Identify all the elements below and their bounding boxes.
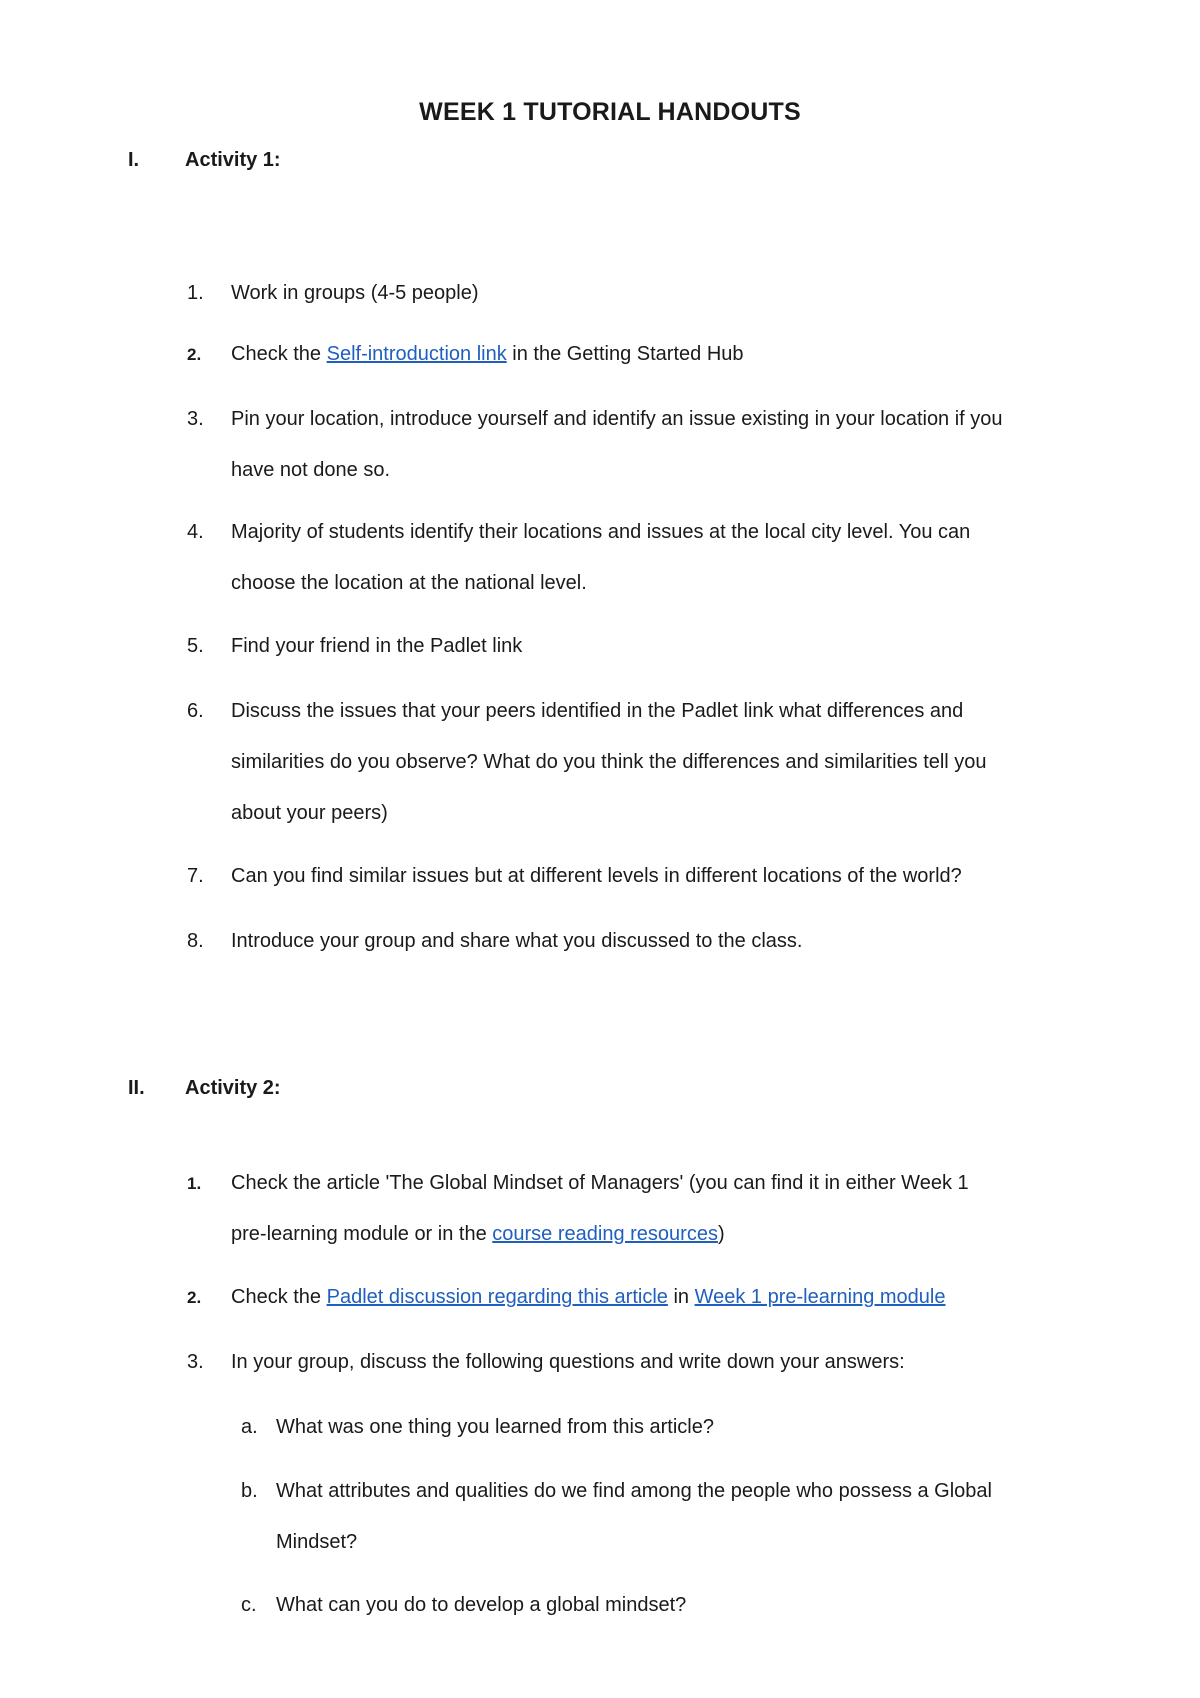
- text-segment: Check the: [231, 1286, 327, 1308]
- section-1-title: Activity 1:: [185, 149, 281, 171]
- text-line: similarities do you observe? What do you think the differences and similarities tell you: [231, 751, 987, 773]
- text-line: have not done so.: [231, 459, 391, 481]
- list-marker: 8.: [187, 930, 204, 952]
- sub-list-item-text: [276, 1466, 1136, 1568]
- text-line: choose the location at the national level.: [231, 572, 587, 594]
- list-item-text: [231, 394, 1131, 496]
- sub-list-marker: a.: [241, 1416, 258, 1438]
- list-marker: 6.: [187, 700, 204, 722]
- list-marker: 3.: [187, 1351, 204, 1373]
- list-item-text: Can you find similar issues but at different levels in different locations of the world?: [231, 865, 962, 887]
- padlet-discussion-link[interactable]: Padlet discussion regarding this article: [326, 1286, 668, 1308]
- text-line: What attributes and qualities do we find among the people who possess a Global: [276, 1480, 992, 1502]
- list-marker: 4.: [187, 521, 204, 543]
- list-marker: 7.: [187, 865, 204, 887]
- list-marker: 1.: [187, 1174, 202, 1193]
- list-marker: 5.: [187, 635, 204, 657]
- sub-list-item-text: What was one thing you learned from this article?: [276, 1416, 714, 1438]
- text-line: Majority of students identify their locations and issues at the local city level. You can: [231, 521, 971, 543]
- text-segment: in the Getting Started Hub: [506, 343, 744, 365]
- list-item-text: Introduce your group and share what you discussed to the class.: [231, 930, 803, 952]
- section-2-numeral: II.: [128, 1077, 145, 1099]
- text-line: Check the article 'The Global Mindset of Managers' (you can find it in either Week 1: [231, 1172, 969, 1194]
- text-line: Discuss the issues that your peers identified in the Padlet link what differences and: [231, 700, 964, 722]
- section-2-title: Activity 2:: [185, 1077, 281, 1099]
- section-1-numeral: I.: [128, 149, 140, 171]
- sub-list-marker: c.: [241, 1594, 257, 1616]
- list-marker: 2.: [187, 1288, 202, 1307]
- list-item-text: In your group, discuss the following questions and write down your answers:: [231, 1351, 905, 1373]
- list-item-text: Find your friend in the Padlet link: [231, 635, 523, 657]
- list-item-text: [231, 1272, 1131, 1323]
- text-segment: Check the: [231, 343, 327, 365]
- sub-list-item-text: What can you do to develop a global mindset?: [276, 1594, 687, 1616]
- document-title: WEEK 1 TUTORIAL HANDOUTS: [419, 98, 801, 126]
- text-line: Mindset?: [276, 1531, 358, 1553]
- self-introduction-link[interactable]: Self-introduction link: [326, 343, 507, 365]
- text-segment: ): [717, 1223, 725, 1245]
- text-segment: pre-learning module or in the: [231, 1223, 493, 1245]
- list-item-text: Work in groups (4-5 people): [231, 282, 479, 304]
- text-line: Pin your location, introduce yourself and identify an issue existing in your location if you: [231, 408, 1003, 430]
- list-marker: 3.: [187, 408, 204, 430]
- course-reading-resources-link[interactable]: course reading resources: [492, 1223, 718, 1245]
- list-item-text: [231, 1158, 1131, 1260]
- text-line: [231, 1209, 1131, 1260]
- list-item-text: [231, 686, 1131, 839]
- list-item-text: [231, 507, 1131, 609]
- list-marker: 2.: [187, 345, 202, 364]
- sub-list-marker: b.: [241, 1480, 258, 1502]
- text-line: about your peers): [231, 802, 388, 824]
- week-1-pre-learning-module-link[interactable]: Week 1 pre-learning module: [694, 1286, 946, 1308]
- text-segment: in: [667, 1286, 695, 1308]
- list-item-text: [231, 329, 1111, 380]
- list-marker: 1.: [187, 282, 204, 304]
